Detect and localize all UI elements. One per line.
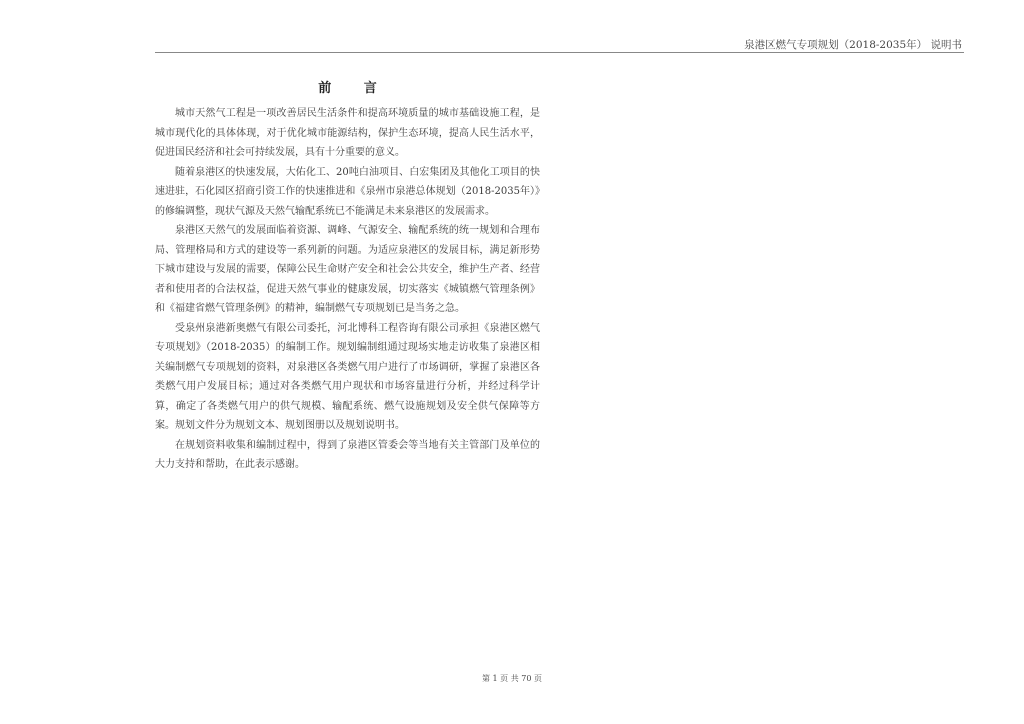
paragraph: 受泉州泉港新奥燃气有限公司委托，河北博科工程咨询有限公司承担《泉港区燃气专项规划》（2018-2035）的编制工作。规划编制组通过现场实地走访收集了泉港区相关编制燃气专项规划的资料，对泉港区各类燃气用户进行了市场调研，掌握了泉港区各类燃气用户发展目标；通过对各类燃气用户现状和市场容量进行分析，并经过科学计算，确定了各类燃气用户的供气规模、输配系统、燃气设施规划及安全供气保障等方案。规划文件分为规划文本、规划图册以及规划说明书。: [155, 322, 540, 431]
page-title: 前 言: [318, 81, 391, 96]
paragraph: 在规划资料收集和编制过程中，得到了泉港区管委会等当地有关主管部门及单位的大力支持和帮助，在此表示感谢。: [155, 439, 540, 470]
paragraph: 城市天然气工程是一项改善居民生活条件和提高环境质量的城市基础设施工程，是城市现代化的具体体现，对于优化城市能源结构，保护生态环境，提高人民生活水平，促进国民经济和社会可持续发展，具有十分重要的意义。: [155, 108, 540, 158]
header-divider: [155, 52, 964, 53]
paragraph: 泉港区天然气的发展面临着资源、调峰、气源安全、输配系统的统一规划和合理布局、管理格局和方式的建设等一系列新的问题。为适应泉港区的发展目标，满足新形势下城市建设与发展的需要，保障公民生命财产安全和社会公共安全，维护生产者、经营者和使用者的合法权益，促进天然气事业的健康发展，切实落实《城镇燃气管理条例》和《福建省燃气管理条例》的精神，编制燃气专项规划已是当务之急。: [155, 225, 540, 314]
running-header: 泉港区燃气专项规划（2018-2035年） 说明书: [744, 39, 962, 51]
paragraph: 随着泉港区的快速发展，大佑化工、20吨白油项目、白宏集团及其他化工项目的快速进驻，石化园区招商引资工作的快速推进和《泉州市泉港总体规划（2018-2035年）》的修编调整，现状气源及天然气输配系统已不能满足未来泉港区的发展需求。: [155, 166, 540, 217]
page-number: 第 1 页 共 70 页: [482, 674, 542, 683]
document-body: [155, 104, 540, 475]
